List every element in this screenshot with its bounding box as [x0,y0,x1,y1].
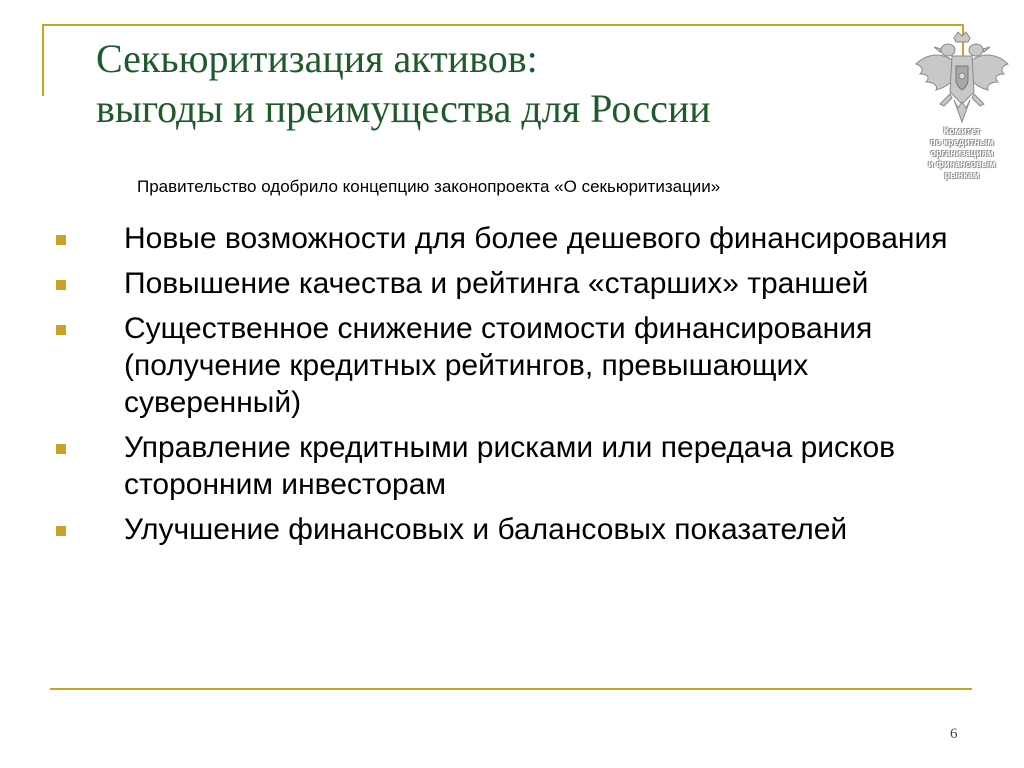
frame-top-line [42,24,964,26]
bullet-text: Улучшение финансовых и балансовых показателей [124,513,848,546]
bullet-item [56,265,966,302]
emblem-caption-line: организациям [930,148,994,158]
emblem-caption-line: рынкам [944,170,980,180]
frame-bottom-line [50,688,972,690]
bullet-list [56,220,966,556]
emblem-caption [908,126,1016,181]
square-bullet-icon [56,526,66,536]
emblem-caption-line: Комитет [943,126,981,136]
bullet-item [56,429,966,503]
emblem-caption-line: по кредитным [930,137,994,147]
bullet-text: Повышение качества и рейтинга «старших» траншей [124,267,869,300]
square-bullet-icon [56,280,66,290]
square-bullet-icon [56,235,66,245]
page-number: 6 [950,726,958,742]
bullet-item [56,310,966,421]
double-headed-eagle-icon [912,30,1012,130]
bullet-text: Управление кредитными рисками или передача рисков сторонним инвесторам [124,431,896,501]
slide-subtitle: Правительство одобрило концепцию законопроекта «О секьюритизации» [137,177,721,196]
square-bullet-icon [56,325,66,335]
bullet-text: Существенное снижение стоимости финансирования (получение кредитных рейтингов, превышающих суверенный) [124,312,873,419]
bullet-item [56,220,966,257]
title-line-2: выгоды и преимущества для России [96,86,711,131]
bullet-text: Новые возможности для более дешевого финансирования [124,222,948,255]
emblem-caption-line: и финансовым [928,159,996,169]
slide-title [96,34,896,134]
title-line-1: Секьюритизация активов: [96,36,538,81]
bullet-item [56,511,966,548]
frame-left-line [42,24,44,96]
square-bullet-icon [56,444,66,454]
